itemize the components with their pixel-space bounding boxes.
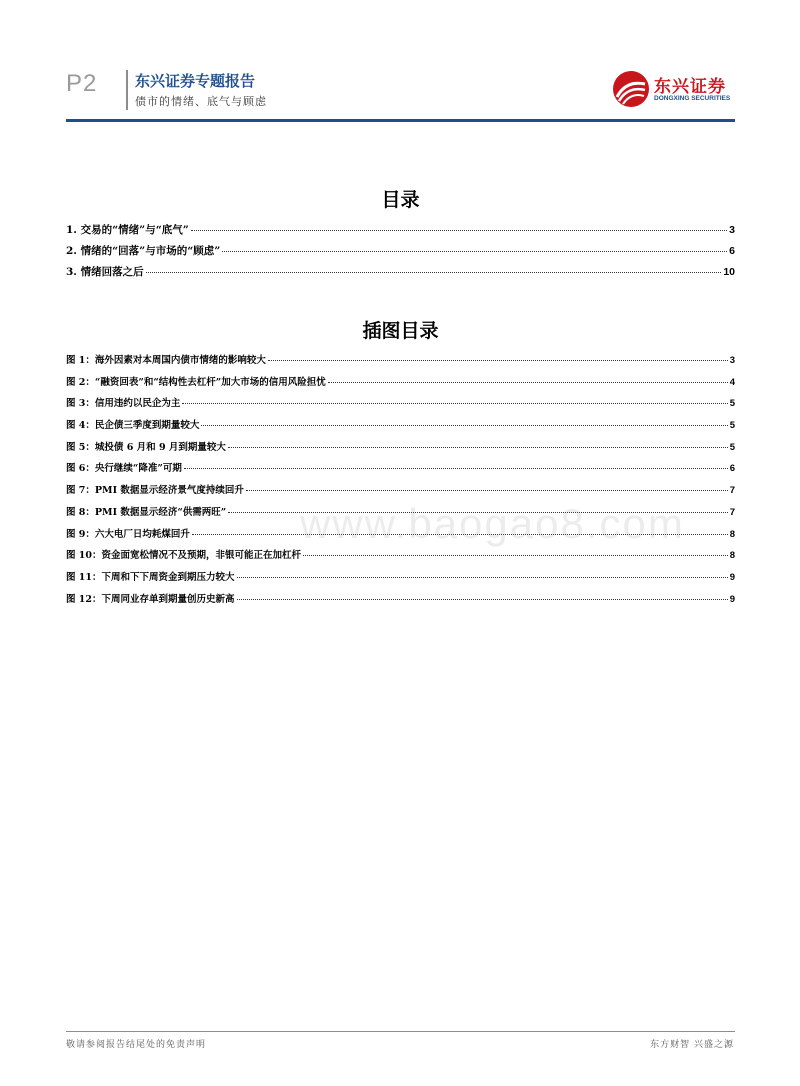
dot-leader xyxy=(246,490,728,491)
footer-disclaimer-note: 敬请参阅报告结尾处的免责声明 xyxy=(66,1040,207,1050)
dot-leader xyxy=(237,577,728,578)
figure-toc-entry[interactable] xyxy=(66,482,735,504)
figure-toc-entry-page-number: 7 xyxy=(729,506,735,518)
toc-entry-page-number: 10 xyxy=(723,266,735,278)
company-logo xyxy=(612,70,737,110)
page-number: P2 xyxy=(66,70,98,97)
logo-name-en: DONGXING SECURITIES xyxy=(654,95,731,102)
figure-toc-entry-page-number: 5 xyxy=(729,398,735,410)
toc-entry-label: 3. 情绪回落之后 xyxy=(66,266,144,278)
dot-leader xyxy=(328,382,728,383)
toc-list xyxy=(66,222,735,285)
toc-entry[interactable] xyxy=(66,243,735,264)
dot-leader xyxy=(268,360,728,361)
figure-toc-entry-page-number: 7 xyxy=(729,485,735,497)
figure-toc-entry-label: 图 7：PMI 数据显示经济景气度持续回升 xyxy=(66,485,244,497)
dot-leader xyxy=(303,555,728,556)
figure-toc-entry-label: 图 4：民企债三季度到期量较大 xyxy=(66,420,200,432)
dot-leader xyxy=(146,272,722,273)
figure-toc-entry-label: 图 12：下周同业存单到期量创历史新高 xyxy=(66,593,235,605)
figure-toc-entry-page-number: 3 xyxy=(729,355,735,366)
figure-toc-entry-label: 图 2：“融资回表”和“结构性去杠杆”加大市场的信用风险担忧 xyxy=(66,376,326,388)
figure-toc-entry[interactable] xyxy=(66,417,735,439)
figure-toc-entry-label: 图 3：信用违约以民企为主 xyxy=(66,398,181,410)
figure-toc-entry-page-number: 5 xyxy=(729,441,735,453)
toc-entry-page-number: 6 xyxy=(729,245,735,257)
figure-toc-entry[interactable] xyxy=(66,395,735,417)
dot-leader xyxy=(184,468,728,469)
logo-name-cn: 东兴证券 xyxy=(654,77,726,97)
dot-leader xyxy=(201,425,727,426)
dot-leader xyxy=(228,447,728,448)
dot-leader xyxy=(228,512,727,513)
dot-leader xyxy=(237,599,728,600)
report-series-title: 东兴证券专题报告 xyxy=(135,72,256,90)
watermark: www.baogao8.com xyxy=(300,500,685,547)
figure-toc-entry[interactable] xyxy=(66,504,735,526)
figure-toc-entry-page-number: 5 xyxy=(729,420,735,432)
figure-toc-entry-label: 图 5：城投债 6 月和 9 月到期量较大 xyxy=(66,441,226,453)
figure-toc-entry-page-number: 6 xyxy=(729,463,735,475)
figure-toc-entry-page-number: 4 xyxy=(729,376,735,388)
figure-toc-entry-label: 图 11：下周和下下周资金到期压力较大 xyxy=(66,571,235,583)
toc-entry-page-number: 3 xyxy=(729,224,735,236)
figure-toc-entry-page-number: 8 xyxy=(729,528,735,540)
header-divider xyxy=(126,70,128,110)
figure-toc-entry[interactable] xyxy=(66,526,735,548)
report-subtitle: 债市的情绪、底气与顾虑 xyxy=(135,95,267,108)
dot-leader xyxy=(191,230,727,231)
figure-toc-entry[interactable] xyxy=(66,374,735,396)
figure-toc-entry-label: 图 1：海外因素对本周国内债市情绪的影响较大 xyxy=(66,355,266,366)
toc-entry-label: 1. 交易的“情绪”与“底气” xyxy=(66,224,189,236)
footer-slogan: 东方财智 兴盛之源 xyxy=(650,1040,734,1050)
toc-title: 目录 xyxy=(381,189,420,211)
toc-entry[interactable] xyxy=(66,222,735,243)
dot-leader xyxy=(222,251,727,252)
figure-toc-entry[interactable] xyxy=(66,352,735,374)
dot-leader xyxy=(182,403,727,404)
toc-entry-label: 2. 情绪的“回落”与市场的“顾虑” xyxy=(66,245,221,257)
dot-leader xyxy=(192,534,728,535)
figure-toc-entry-page-number: 8 xyxy=(729,550,735,562)
figure-toc-entry-label: 图 9：六大电厂日均耗煤回升 xyxy=(66,528,190,540)
figure-toc-entry-label: 图 10：资金面宽松情况不及预期，非银可能正在加杠杆 xyxy=(66,550,302,562)
figure-toc-entry-page-number: 9 xyxy=(729,593,735,605)
figure-toc-entry[interactable] xyxy=(66,547,735,569)
dongxing-logo-icon xyxy=(612,70,650,108)
toc-entry[interactable] xyxy=(66,264,735,285)
figure-toc-title: 插图目录 xyxy=(362,320,439,342)
figure-toc-entry-page-number: 9 xyxy=(729,571,735,583)
header-rule xyxy=(66,119,735,122)
figure-toc-entry[interactable] xyxy=(66,439,735,461)
figure-toc-entry-label: 图 8：PMI 数据显示经济“供需两旺” xyxy=(66,506,227,518)
footer-rule xyxy=(66,1031,735,1032)
figure-toc-entry[interactable] xyxy=(66,569,735,591)
figure-toc-list xyxy=(66,352,735,612)
figure-toc-entry[interactable] xyxy=(66,591,735,613)
figure-toc-entry[interactable] xyxy=(66,460,735,482)
figure-toc-entry-label: 图 6：央行继续“降准”可期 xyxy=(66,463,182,475)
